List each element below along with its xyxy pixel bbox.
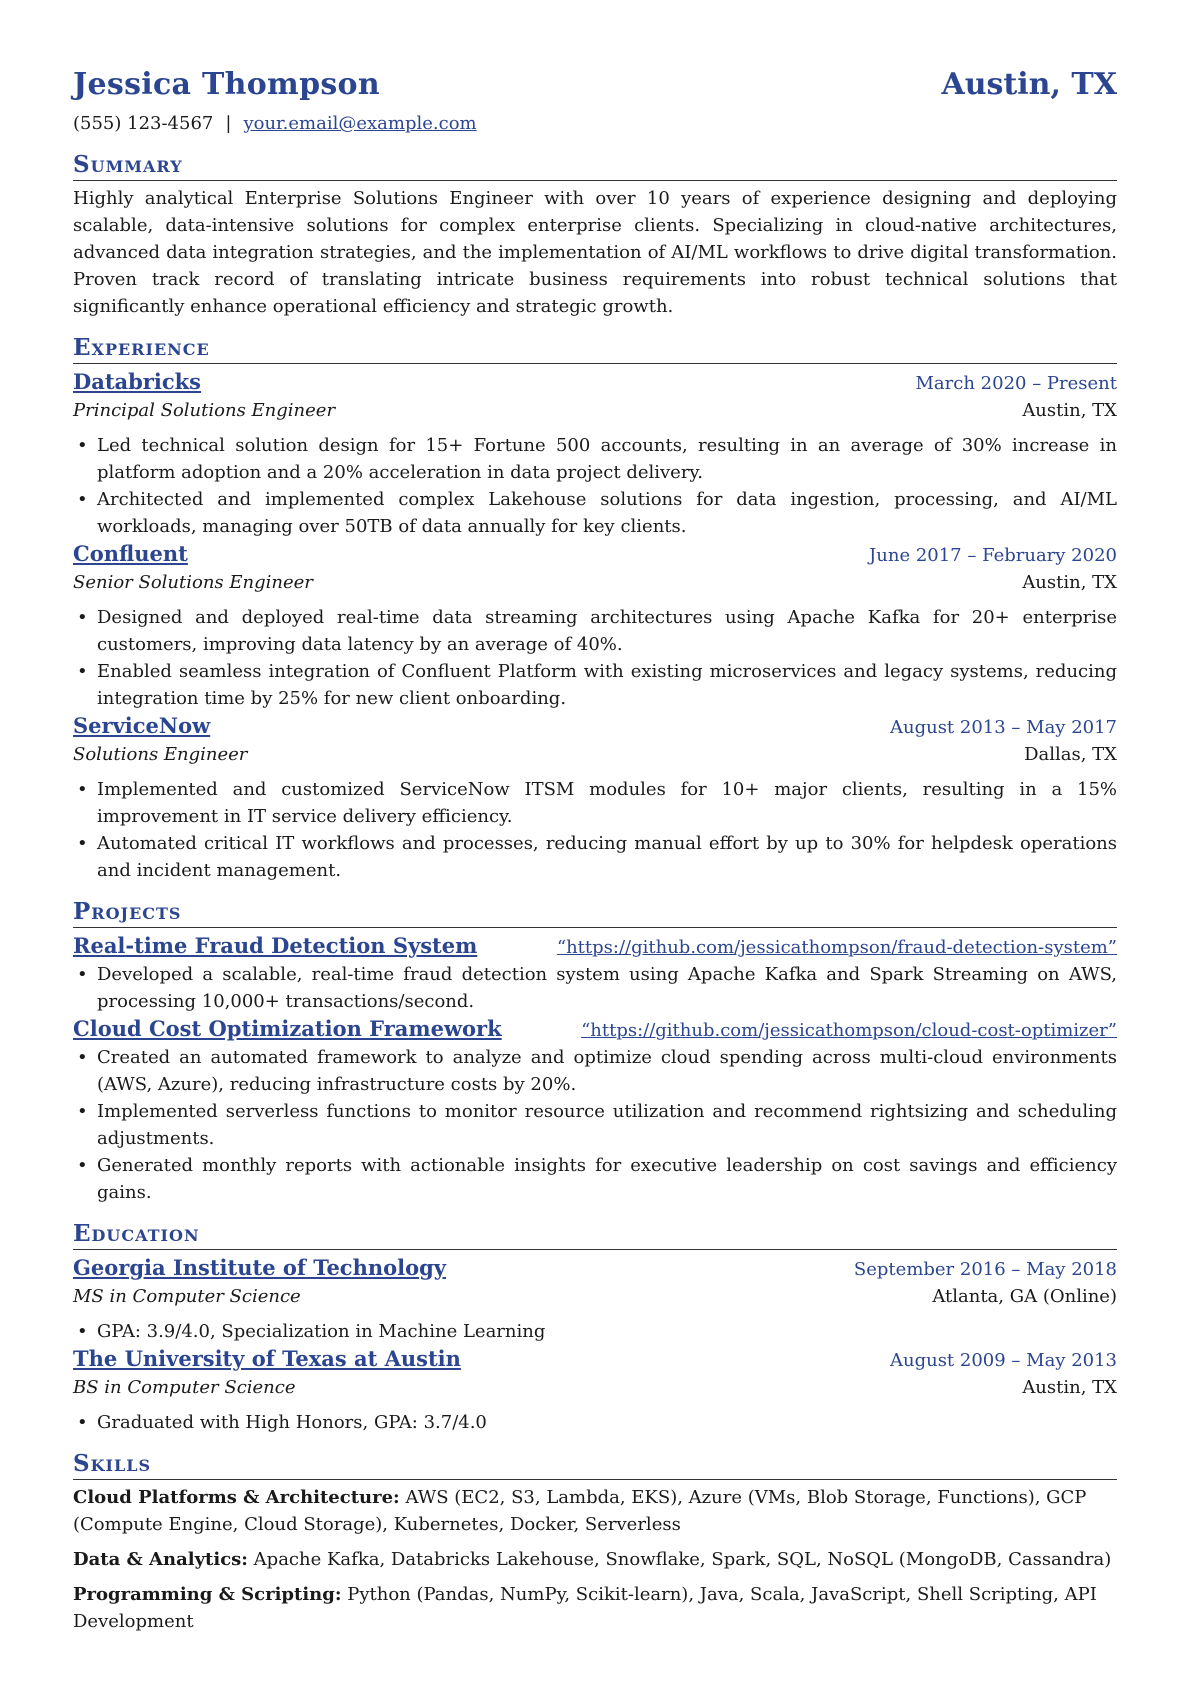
job-title: Solutions Engineer xyxy=(73,744,248,765)
bullet-list xyxy=(73,604,1117,712)
list-item: • Generated monthly reports with actionable insights for executive leadership on cost savings and efficiency gains. xyxy=(97,1152,1117,1206)
bullet-list xyxy=(73,961,1117,1015)
list-item: • Created an automated framework to analyze and optimize cloud spending across multi-cloud environments (AWS, Azure), reducing infrastructure costs by 20%. xyxy=(97,1044,1117,1098)
list-item: • Designed and deployed real-time data streaming architectures using Apache Kafka for 20+ enterprise customers, improving data latency by an average of 40%. xyxy=(97,604,1117,658)
job-title: Principal Solutions Engineer xyxy=(73,400,336,421)
job-location: Austin, TX xyxy=(1022,400,1117,421)
list-item: • Graduated with High Honors, GPA: 3.7/4.0 xyxy=(97,1409,1117,1436)
phone-number: (555) 123-4567 xyxy=(73,113,214,134)
experience-entry xyxy=(73,368,1117,540)
project-link[interactable]: “https://github.com/jessicathompson/cloud-cost-optimizer” xyxy=(581,1020,1117,1041)
experience-list xyxy=(73,368,1117,884)
degree: MS in Computer Science xyxy=(73,1286,301,1307)
job-location: Dallas, TX xyxy=(1024,744,1117,765)
bullet-list xyxy=(73,1318,1117,1345)
section-title-education: Education xyxy=(73,1220,1117,1250)
bullet-list xyxy=(73,432,1117,540)
list-item: • Developed a scalable, real-time fraud detection system using Apache Kafka and Spark Streaming on AWS, processing 10,000+ transactions/second. xyxy=(97,961,1117,1015)
employment-dates: June 2017 – February 2020 xyxy=(869,545,1117,566)
education-dates: August 2009 – May 2013 xyxy=(889,1350,1117,1371)
list-item: • Led technical solution design for 15+ Fortune 500 accounts, resulting in an average of 30% increase in platform adoption and a 20% acceleration in data project delivery. xyxy=(97,432,1117,486)
school-location: Austin, TX xyxy=(1022,1377,1117,1398)
skill-values: Python (Pandas, NumPy, Scikit-learn), Java, Scala, JavaScript, Shell Scripting, API Development xyxy=(73,1584,1097,1632)
project-name[interactable]: Cloud Cost Optimization Framework xyxy=(73,1016,502,1041)
skills-list xyxy=(73,1484,1117,1635)
degree: BS in Computer Science xyxy=(73,1377,296,1398)
contact-line xyxy=(73,110,1117,137)
project-entry xyxy=(73,932,1117,1015)
company-name[interactable]: ServiceNow xyxy=(73,713,211,738)
bullet-list xyxy=(73,1044,1117,1206)
company-name[interactable]: Confluent xyxy=(73,541,188,566)
list-item: • GPA: 3.9/4.0, Specialization in Machine Learning xyxy=(97,1318,1117,1345)
education-entry xyxy=(73,1254,1117,1345)
section-title-projects: Projects xyxy=(73,898,1117,928)
job-location: Austin, TX xyxy=(1022,572,1117,593)
experience-entry xyxy=(73,712,1117,884)
contact-separator: | xyxy=(225,113,232,134)
section-title-summary: Summary xyxy=(73,151,1117,181)
education-dates: September 2016 – May 2018 xyxy=(853,1259,1117,1280)
email-link[interactable]: your.email@example.com xyxy=(243,113,477,134)
list-item: • Architected and implemented complex Lakehouse solutions for data ingestion, processing, and AI/ML workloads, managing over 50TB of data annually for key clients. xyxy=(97,486,1117,540)
candidate-name: Jessica Thompson xyxy=(73,67,380,102)
resume-header xyxy=(73,66,1117,104)
school-name[interactable]: The University of Texas at Austin xyxy=(73,1346,461,1371)
skill-line xyxy=(73,1546,1117,1573)
school-location: Atlanta, GA (Online) xyxy=(932,1286,1117,1307)
skill-line xyxy=(73,1484,1117,1538)
projects-list xyxy=(73,932,1117,1206)
section-title-skills: Skills xyxy=(73,1450,1117,1480)
skill-values: Apache Kafka, Databricks Lakehouse, Snowflake, Spark, SQL, NoSQL (MongoDB, Cassandra) xyxy=(253,1549,1112,1570)
employment-dates: March 2020 – Present xyxy=(915,373,1117,394)
project-name[interactable]: Real-time Fraud Detection System xyxy=(73,933,478,958)
employment-dates: August 2013 – May 2017 xyxy=(889,717,1117,738)
project-link[interactable]: “https://github.com/jessicathompson/fraud-detection-system” xyxy=(556,937,1117,958)
summary-text: Highly analytical Enterprise Solutions Engineer with over 10 years of experience designing and deploying scalable, data-intensive solutions for complex enterprise clients. Specializing in cloud-native architectures, advanced data integration strategies, and the implementation of AI/ML workflows to drive digital transformation. Proven track record of translating intricate business requirements into robust technical solutions that significantly enhance operational efficiency and strategic growth. xyxy=(73,188,1117,317)
school-name[interactable]: Georgia Institute of Technology xyxy=(73,1255,447,1280)
education-list xyxy=(73,1254,1117,1436)
project-entry xyxy=(73,1015,1117,1206)
section-title-experience: Experience xyxy=(73,334,1117,364)
job-title: Senior Solutions Engineer xyxy=(73,572,313,593)
candidate-location: Austin, TX xyxy=(941,67,1117,102)
bullet-list xyxy=(73,1409,1117,1436)
skill-category: Cloud Platforms & Architecture: xyxy=(73,1487,400,1508)
list-item: • Implemented and customized ServiceNow ITSM modules for 10+ major clients, resulting in a 15% improvement in IT service delivery efficiency. xyxy=(97,776,1117,830)
list-item: • Implemented serverless functions to monitor resource utilization and recommend rightsizing and scheduling adjustments. xyxy=(97,1098,1117,1152)
experience-entry xyxy=(73,540,1117,712)
list-item: • Automated critical IT workflows and processes, reducing manual effort by up to 30% for helpdesk operations and incident management. xyxy=(97,830,1117,884)
skill-category: Programming & Scripting: xyxy=(73,1584,342,1605)
list-item: • Enabled seamless integration of Confluent Platform with existing microservices and legacy systems, reducing integration time by 25% for new client onboarding. xyxy=(97,658,1117,712)
skill-values: AWS (EC2, S3, Lambda, EKS), Azure (VMs, Blob Storage, Functions), GCP (Compute Engine, Cloud Storage), Kubernetes, Docker, Serverless xyxy=(73,1487,1087,1535)
skill-category: Data & Analytics: xyxy=(73,1549,248,1570)
company-name[interactable]: Databricks xyxy=(73,369,202,394)
skill-line xyxy=(73,1581,1117,1635)
education-entry xyxy=(73,1345,1117,1436)
bullet-list xyxy=(73,776,1117,884)
